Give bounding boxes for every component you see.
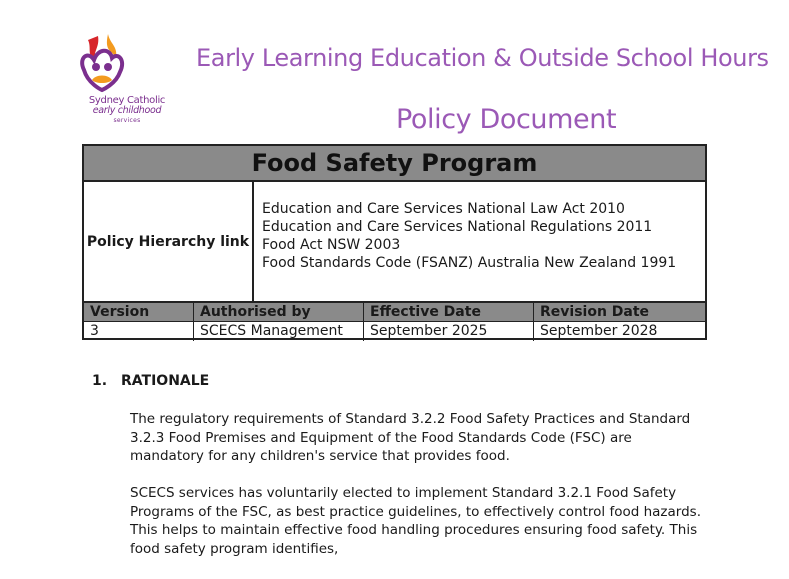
org-logo <box>56 30 166 130</box>
paragraph-line: food safety program identifies, <box>130 541 339 558</box>
paragraph-line: Programs of the FSC, as best practice guidelines, to effectively control food hazards. <box>130 503 702 520</box>
hierarchy-item: Food Act NSW 2003 <box>262 237 401 253</box>
hierarchy-item: Food Standards Code (FSANZ) Australia New Zealand 1991 <box>262 255 677 271</box>
section-title: RATIONALE <box>121 373 210 389</box>
section-number: 1. <box>92 373 108 389</box>
rationale-paragraph-1 <box>130 410 710 466</box>
policy-hierarchy-list <box>254 182 676 301</box>
version-column-header: Version <box>84 303 194 321</box>
paragraph-line: The regulatory requirements of Standard 3.2.2 Food Safety Practices and Standard <box>130 411 691 427</box>
org-name-line3: services <box>113 117 141 124</box>
version-value-row <box>84 322 705 341</box>
authorised-by-value: SCECS Management <box>194 322 364 341</box>
paragraph-line: This helps to maintain effective food handling procedures ensuring food safety. This <box>130 522 698 539</box>
paragraph-line: 3.2.3 Food Premises and Equipment of the Food Standards Code (FSC) are <box>130 429 632 446</box>
document-subtitle: Policy Document <box>396 104 617 135</box>
version-header-row <box>84 303 705 322</box>
paragraph-line: mandatory for any children's service that provides food. <box>130 448 510 465</box>
document-title: Early Learning Education & Outside School Hours <box>196 44 769 72</box>
revision-date-column-header: Revision Date <box>540 304 650 320</box>
org-name <box>56 96 198 126</box>
section-heading-rationale <box>92 373 209 389</box>
policy-hierarchy-row <box>84 182 705 303</box>
policy-info-table <box>82 144 707 340</box>
org-name-line2: early childhood <box>92 105 162 116</box>
rationale-paragraph-2 <box>130 484 710 559</box>
version-value: 3 <box>84 322 194 341</box>
org-name-line1: Sydney Catholic <box>88 95 166 106</box>
paragraph-line: SCECS services has voluntarily elected to implement Standard 3.2.1 Food Safety <box>130 485 677 501</box>
hierarchy-item: Education and Care Services National Regulations 2011 <box>262 219 653 235</box>
revision-date-value: September 2028 <box>540 323 658 339</box>
policy-name: Food Safety Program <box>84 146 705 182</box>
authorised-by-column-header: Authorised by <box>194 303 364 321</box>
effective-date-column-header: Effective Date <box>364 303 534 321</box>
flame-family-logo-icon <box>74 30 130 94</box>
effective-date-value: September 2025 <box>364 322 534 341</box>
hierarchy-item: Education and Care Services National Law Act 2010 <box>262 201 625 217</box>
policy-hierarchy-label: Policy Hierarchy link <box>84 182 254 301</box>
